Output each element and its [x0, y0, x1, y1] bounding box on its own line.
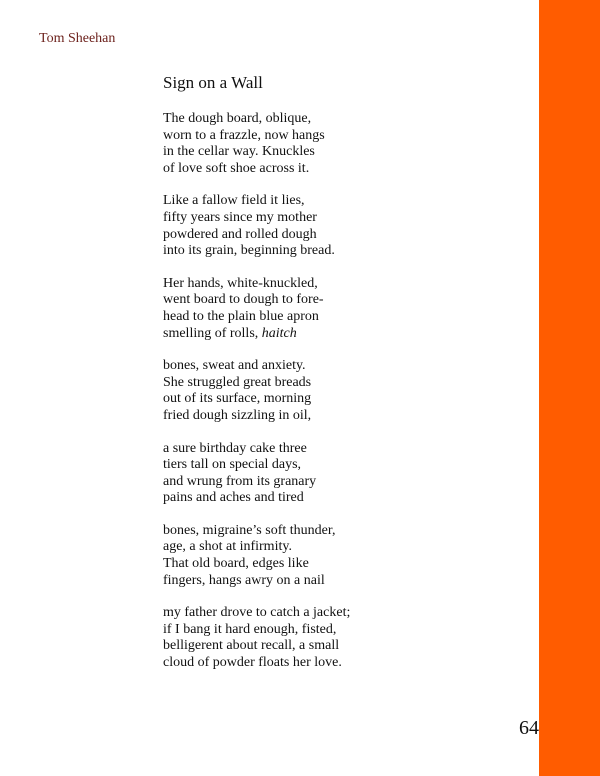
poem [163, 73, 523, 688]
orange-side-bar [539, 0, 600, 776]
poem-line: fried dough sizzling in oil, [163, 407, 312, 423]
poem-line [163, 326, 523, 343]
poem-line: bones, sweat and anxiety. [163, 358, 306, 374]
poem-line: of love soft shoe across it. [163, 160, 310, 176]
poem-line: and wrung from its granary [163, 473, 317, 489]
stanza [163, 276, 523, 342]
author-name: Tom Sheehan [39, 31, 116, 46]
poem-line: if I bang it hard enough, fisted, [163, 621, 337, 637]
poem-line: went board to dough to fore- [163, 292, 324, 308]
stanza [163, 441, 523, 507]
stanza [163, 193, 523, 259]
poem-line: tiers tall on special days, [163, 457, 302, 473]
poem-line: head to the plain blue apron [163, 308, 319, 324]
poem-line: cloud of powder floats her love. [163, 655, 342, 671]
poem-line: The dough board, oblique, [163, 111, 312, 126]
poem-line: belligerent about recall, a small [163, 638, 340, 654]
poem-line: in the cellar way. Knuckles [163, 144, 315, 160]
poem-line: pains and aches and tired [163, 490, 304, 506]
poem-line: She struggled great breads [163, 374, 312, 390]
poem-line: Her hands, white-knuckled, [163, 275, 318, 291]
page-number: 64 [519, 717, 539, 739]
stanza [163, 523, 523, 589]
poem-line: fifty years since my mother [163, 209, 317, 225]
poem-line: age, a shot at infirmity. [163, 539, 292, 555]
poem-line: a sure birthday cake three [163, 440, 307, 456]
poem-line: into its grain, beginning bread. [163, 243, 335, 259]
stanza [163, 358, 523, 424]
poem-line: bones, migraine’s soft thunder, [163, 522, 336, 538]
poem-line: out of its surface, morning [163, 391, 312, 407]
italic-word: haitch [261, 325, 297, 341]
poem-line: fingers, hangs awry on a nail [163, 572, 325, 588]
poem-title: Sign on a Wall [163, 73, 263, 92]
poem-line: my father drove to catch a jacket; [163, 605, 351, 621]
poem-line: worn to a frazzle, now hangs [163, 127, 325, 143]
poem-line-text: smelling of rolls, [163, 325, 262, 341]
stanza [163, 111, 523, 177]
poem-line: Like a fallow field it lies, [163, 193, 305, 209]
stanza [163, 605, 523, 671]
poem-line: That old board, edges like [163, 556, 309, 572]
poem-line: powdered and rolled dough [163, 226, 317, 242]
